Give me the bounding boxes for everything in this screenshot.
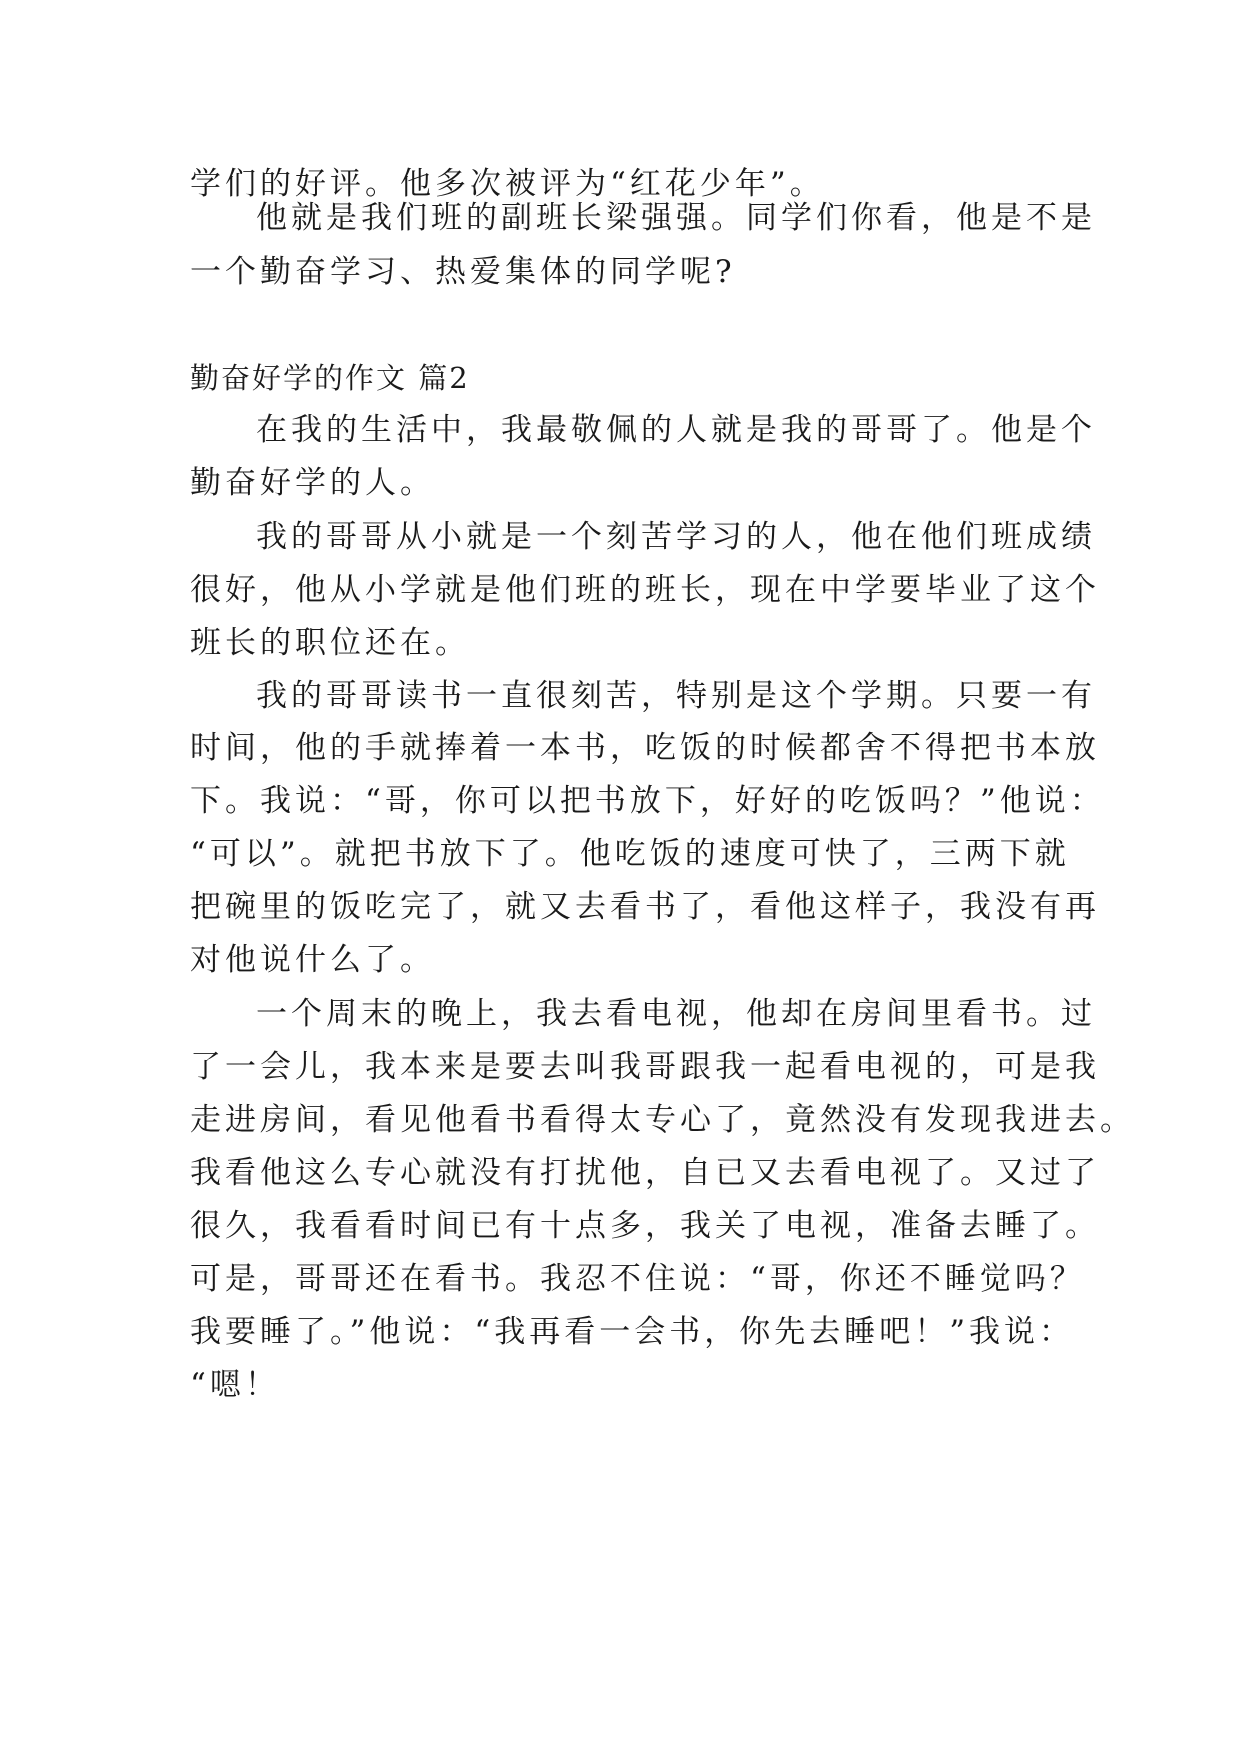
- paragraph-6-line-3: 走进房间，看见他看书看得太专心了，竟然没有发现我进去。: [190, 1102, 1135, 1138]
- paragraph-6-line-5: 很久，我看看时间已有十点多，我关了电视，准备去睡了。: [190, 1208, 1100, 1244]
- paragraph-6-line-8: “嗯！: [190, 1367, 280, 1403]
- paragraph-1-line-1: 学们的好评。他多次被评为“红花少年”。: [190, 166, 825, 202]
- paragraph-5-line-1: 我的哥哥读书一直很刻苦，特别是这个学期。只要一有: [256, 678, 1096, 714]
- paragraph-2-line-1: 他就是我们班的副班长梁强强。同学们你看，他是不是: [256, 200, 1096, 236]
- paragraph-6-line-1: 一个周末的晚上，我去看电视，他却在房间里看书。过: [256, 996, 1096, 1032]
- paragraph-4-line-3: 班长的职位还在。: [190, 625, 470, 661]
- paragraph-4-line-2: 很好，他从小学就是他们班的班长，现在中学要毕业了这个: [190, 572, 1100, 608]
- paragraph-2-line-2: 一个勤奋学习、热爱集体的同学呢?: [190, 254, 736, 290]
- paragraph-6-line-7: 我要睡了。”他说：“我再看一会书，你先去睡吧！”我说：: [190, 1314, 1075, 1350]
- paragraph-6-line-6: 可是，哥哥还在看书。我忍不住说：“哥，你还不睡觉吗？: [190, 1261, 1085, 1297]
- paragraph-6-line-4: 我看他这么专心就没有打扰他，自已又去看电视了。又过了: [190, 1155, 1100, 1191]
- section-heading: 勤奋好学的作文 篇2: [190, 361, 470, 395]
- paragraph-3-line-1: 在我的生活中，我最敬佩的人就是我的哥哥了。他是个: [256, 412, 1096, 448]
- paragraph-5-line-4: “可以”。就把书放下了。他吃饭的速度可快了，三两下就: [190, 836, 1070, 872]
- paragraph-5-line-2: 时间，他的手就捧着一本书，吃饭的时候都舍不得把书本放: [190, 730, 1100, 766]
- paragraph-5-line-5: 把碗里的饭吃完了，就又去看书了，看他这样子，我没有再: [190, 889, 1100, 925]
- paragraph-5-line-6: 对他说什么了。: [190, 942, 435, 978]
- paragraph-3-line-2: 勤奋好学的人。: [190, 465, 435, 501]
- paragraph-6-line-2: 了一会儿，我本来是要去叫我哥跟我一起看电视的，可是我: [190, 1049, 1100, 1085]
- paragraph-5-line-3: 下。我说：“哥，你可以把书放下，好好的吃饭吗？”他说：: [190, 783, 1105, 819]
- paragraph-4-line-1: 我的哥哥从小就是一个刻苦学习的人，他在他们班成绩: [256, 519, 1096, 555]
